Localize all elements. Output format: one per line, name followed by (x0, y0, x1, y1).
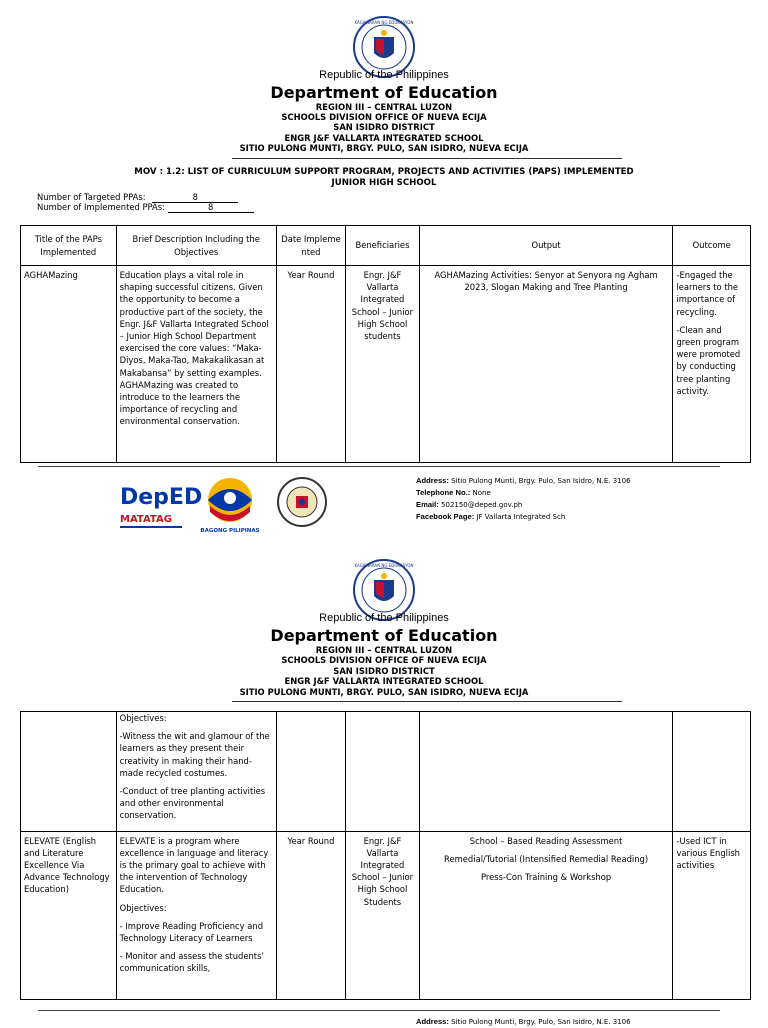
cont-objectives-label: Objectives: (119, 713, 167, 723)
department-title: Department of Education (270, 83, 498, 102)
cont-objectives (116, 712, 276, 832)
mov-title: MOV : 1.2: LIST OF CURRICULUM SUPPORT PROGRAM, PROJECTS AND ACTIVITIES (PAPS) IMPLEMENTED (134, 167, 634, 177)
row2-objective-2: - Monitor and assess the students’ communication skills, (119, 951, 265, 974)
footer-contact (416, 1016, 631, 1028)
row2-output (419, 831, 673, 999)
row2-description-text: ELEVATE is a program where excellence in language and literacy is the primary goal to achieve with the intervention of Technology Education. (119, 835, 269, 895)
telephone-label: Telephone No.: (416, 488, 471, 497)
address-line: SITIO PULONG MUNTI, BRGY. PULO, SAN ISIDRO, NUEVA ECIJA (239, 687, 529, 697)
republic-line: Republic of the Philippines (319, 69, 449, 81)
email-label: Email: (416, 500, 439, 509)
row1-outcome-2: -Clean and green program were promoted by conducting tree planting activity. (676, 324, 741, 396)
republic-line: Republic of the Philippines (319, 612, 449, 624)
district-line: SAN ISIDRO DISTRICT (333, 122, 435, 132)
row2-output-1: School – Based Reading Assessment (469, 835, 623, 846)
row2-objective-1: - Improve Reading Proficiency and Technology Literacy of Learners (119, 920, 264, 944)
division-line: SCHOOLS DIVISION OFFICE OF NUEVA ECIJA (281, 655, 487, 665)
row2-description (116, 831, 276, 999)
telephone-value: None (472, 489, 491, 497)
matatag-logo-text: MATATAG (120, 514, 172, 525)
school-line: ENGR J&F VALLARTA INTEGRATED SCHOOL (284, 133, 484, 143)
header-beneficiaries: Beneficiaries (346, 226, 420, 266)
header-description: Brief Description Including the Objectives (116, 226, 276, 266)
cont-objective-2: -Conduct of tree planting activities and other environmental conservation. (119, 786, 266, 821)
facebook-label: Facebook Page: (416, 512, 475, 521)
row1-date: Year Round (276, 266, 345, 463)
table-row (21, 712, 751, 832)
cont-objective-1: -Witness the wit and glamour of the learners as they present their creativity in making their hand-made recycled costumes. (119, 731, 270, 778)
address-label: Address: (416, 1017, 449, 1026)
email-value: 502150@deped.gov.ph (441, 501, 523, 509)
header-date: Date Implemented (276, 226, 345, 266)
header-divider (232, 701, 622, 702)
row1-title: AGHAMazing (21, 266, 117, 463)
paps-table-continued (20, 711, 751, 1000)
row2-title: ELEVATE (English and Literature Excellence Via Advance Technology Education) (21, 831, 117, 999)
address-value: Sitio Pulong Munti, Brgy. Pulo, San Isidro, N.E. 3106 (451, 477, 631, 485)
targeted-label: Number of Targeted PPAs: (37, 192, 146, 202)
row2-output-3: Press-Con Training & Workshop (480, 872, 612, 883)
row2-objectives-label: Objectives: (119, 902, 167, 913)
mov-subtitle: JUNIOR HIGH SCHOOL (331, 178, 437, 188)
implemented-value: 8 (168, 203, 254, 213)
seal-text: KAGAWARAN NG EDUKASYON (354, 563, 414, 568)
district-line: SAN ISIDRO DISTRICT (333, 666, 435, 676)
deped-logo-text: DepED (120, 485, 203, 510)
row2-beneficiaries: Engr. J&F Vallarta Integrated School – Junior High School Students (346, 831, 420, 999)
row1-beneficiaries: Engr. J&F Vallarta Integrated School – Junior High School students (346, 266, 420, 463)
address-label: Address: (416, 476, 449, 485)
footer-divider (38, 1010, 720, 1011)
facebook-value: JF Vallarta Integrated Sch (476, 513, 566, 521)
header-output: Output (419, 226, 673, 266)
row1-output: AGHAMazing Activities: Senyor at Senyora ng Agham 2023, Slogan Making and Tree Planting (419, 266, 673, 463)
row1-description: Education plays a vital role in shaping successful citizens. Given the opportunity to become a productive part of the society, the Engr. J&F Vallarta Integrated School – Junior High School Department exercised the core values: “Maka-Diyos, Maka-Tao, Makakalikasan at Makabansa” by setting examples. AGHAMazing was created to introduce to the learners the importance of recycling and environmental conservation. (116, 266, 276, 463)
address-line: SITIO PULONG MUNTI, BRGY. PULO, SAN ISIDRO, NUEVA ECIJA (239, 143, 529, 153)
row1-outcome-1: -Engaged the learners to the importance of recycling. (676, 270, 739, 317)
department-title: Department of Education (270, 626, 498, 645)
seal-text: KAGAWARAN NG EDUKASYON (354, 20, 414, 25)
division-line: SCHOOLS DIVISION OFFICE OF NUEVA ECIJA (281, 112, 487, 122)
region-line: REGION III – CENTRAL LUZON (315, 102, 453, 112)
bagong-logo-text: BAGONG PILIPINAS (200, 528, 260, 534)
row2-date: Year Round (276, 831, 345, 999)
header-outcome: Outcome (673, 226, 751, 266)
table-row (21, 831, 751, 999)
targeted-value: 8 (152, 193, 238, 203)
region-line: REGION III – CENTRAL LUZON (315, 645, 453, 655)
address-value: Sitio Pulong Munti, Brgy. Pulo, San Isidro, N.E. 3106 (451, 1018, 631, 1026)
school-line: ENGR J&F VALLARTA INTEGRATED SCHOOL (284, 676, 484, 686)
row2-outcome: -Used ICT in various English activities (673, 831, 751, 999)
row2-output-2: Remedial/Tutorial (Intensified Remedial Reading) (444, 853, 649, 864)
header-title: Title of the PAPs Implemented (21, 226, 117, 266)
implemented-label: Number of Implemented PPAs: (37, 202, 165, 212)
